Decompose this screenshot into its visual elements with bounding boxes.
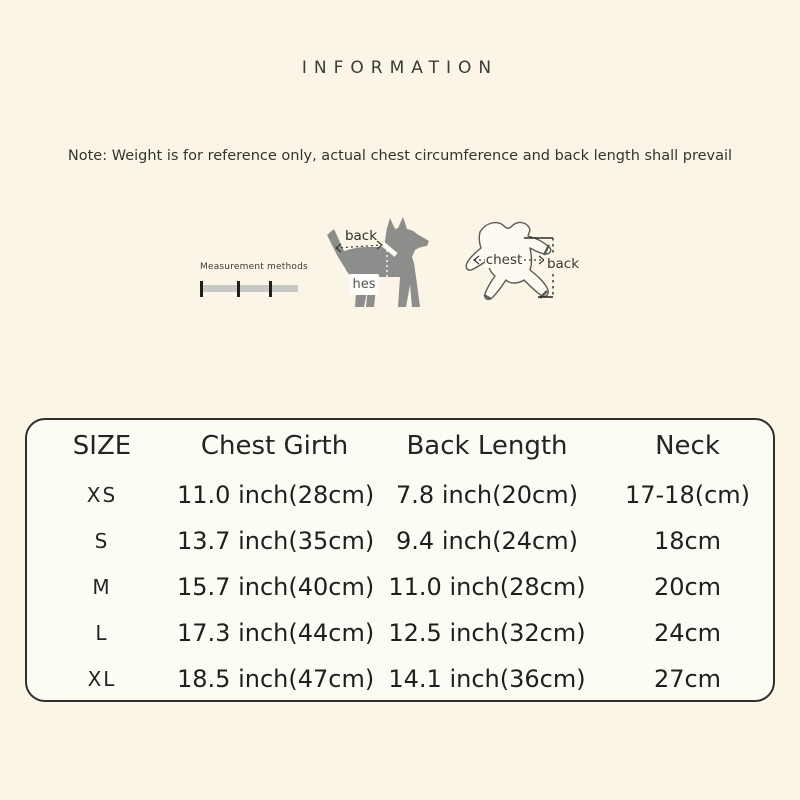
size-cell: M [92, 575, 112, 599]
chest-girth-cell: 18.5 inch(47cm) [177, 665, 375, 693]
back-length-cell: 12.5 inch(32cm) [388, 619, 586, 647]
chest-girth-cell: 13.7 inch(35cm) [177, 527, 375, 555]
size-cell: XL [87, 667, 117, 691]
ruler-bar [200, 285, 298, 292]
neck-cell: 17-18(cm) [624, 481, 751, 509]
ruler-tick [269, 281, 272, 297]
dog-measure-illustration [323, 214, 435, 318]
back-length-cell: 14.1 inch(36cm) [388, 665, 586, 693]
measurement-methods-label: Measurement methods [200, 262, 308, 272]
back-length-cell: 7.8 inch(20cm) [396, 481, 578, 509]
chest-girth-cell: 17.3 inch(44cm) [177, 619, 375, 647]
back-length-cell: 9.4 inch(24cm) [396, 527, 578, 555]
chest-girth-cell: 15.7 inch(40cm) [177, 573, 375, 601]
dog-back-length-label: back [344, 228, 378, 244]
note-text: Note: Weight is for reference only, actual chest circumference and back length shall prevail [67, 148, 733, 164]
dog-chest-girth-label: hes [349, 274, 379, 295]
size-cell: XS [86, 483, 118, 507]
back-length-cell: 11.0 inch(28cm) [388, 573, 586, 601]
neck-cell: 27cm [653, 665, 722, 693]
ruler-tick [237, 281, 240, 297]
column-header-size: SIZE [72, 431, 132, 461]
neck-cell: 20cm [653, 573, 722, 601]
size-cell: S [94, 529, 110, 553]
ruler-tick [200, 281, 203, 297]
column-header-chest-girth: Chest Girth [200, 431, 349, 461]
column-header-back-length: Back Length [406, 431, 568, 461]
garment-measure-illustration [452, 212, 582, 314]
size-cell: L [95, 621, 109, 645]
page-title: INFORMATION [301, 58, 499, 78]
column-header-neck: Neck [655, 431, 720, 461]
tape-measure-icon [200, 281, 300, 297]
neck-cell: 18cm [653, 527, 722, 555]
garment-chest-label: chest [485, 252, 523, 268]
neck-cell: 24cm [653, 619, 722, 647]
garment-back-label: back [544, 256, 582, 272]
size-chart-table [25, 418, 775, 702]
measurement-methods-illustration [200, 262, 310, 297]
chest-girth-cell: 11.0 inch(28cm) [177, 481, 375, 509]
